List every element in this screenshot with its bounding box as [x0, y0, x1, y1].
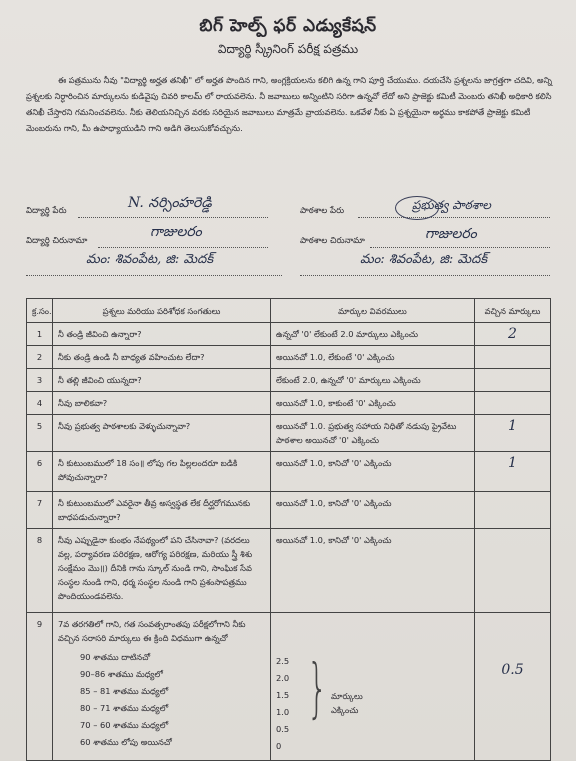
percentage-band: 70 – 60 శాతము మధ్యలో [80, 720, 169, 730]
mandal-left-value[interactable]: మం: శివంపేట, జి: మెదక్ [86, 252, 214, 267]
row-number: 9 [27, 613, 53, 761]
band-mark: 0 [276, 741, 282, 751]
student-name-value[interactable]: N. నర్సింహరెడ్డి [128, 195, 212, 211]
student-address-label: విద్యార్థి చిరునామా [26, 236, 88, 246]
row-number: 8 [27, 529, 53, 613]
table-row [27, 415, 551, 452]
row-marks-rule: ఉన్నచో '0' లేకుంటే 2.0 మార్కులు ఎక్కించు [271, 323, 475, 346]
row-score[interactable]: 2 [475, 323, 551, 346]
school-address-label: పాఠశాల చిరునామా [300, 236, 365, 246]
header-question: ప్రశ్నలు మరియు పరిశోధక సంగతులు [53, 299, 271, 323]
school-address-value[interactable]: గాజులరం [425, 226, 477, 242]
row-score[interactable]: 1 [475, 452, 551, 492]
row-number: 4 [27, 392, 53, 415]
table-header-row [27, 299, 551, 323]
row-question-text: 7వ తరగతిలో గాని, గత సంవత్సరాంతపు పరీక్షలోగాని నీకు వచ్చిన సరాసరి మార్కులు ఈ క్రింది విధముగా ఉన్నచో [58, 619, 246, 643]
percentage-band: 85 – 81 శాతము మధ్యలో [80, 686, 169, 696]
percentage-band-list [80, 649, 265, 751]
row-question: నీకు తండ్రి ఉండి నీ బాధ్యత వహించుట లేదా? [53, 346, 271, 369]
school-name-label: పాఠశాల పేరు [300, 206, 345, 216]
row-marks-rule: లేకుంటే 2.0, ఉన్నచో '0' మార్కులు ఎక్కించు [271, 369, 475, 392]
row-score[interactable]: 0.5 [475, 613, 551, 761]
band-mark: 1.0 [276, 707, 290, 717]
table-row [27, 613, 551, 761]
row-score[interactable] [475, 492, 551, 529]
row-number: 6 [27, 452, 53, 492]
student-name-label: విద్యార్థి పేరు [26, 206, 67, 216]
percentage-band: 60 శాతము లోపు అయినచో [80, 737, 172, 747]
student-address-value[interactable]: గాజులరం [150, 224, 202, 240]
page-subtitle: విద్యార్థి స్క్రీనింగ్ పరీక్ష పత్రము [217, 42, 359, 56]
row-number: 5 [27, 415, 53, 452]
row-marks-rule: అయినచో 1.0, లేకుంటే '0' ఎక్కించు [271, 346, 475, 369]
row-marks-rule: అయినచో 1.0. ప్రభుత్వ సహాయ నిధితో నడుపు ప్రైవేటు పాఠశాల అయినచో '0' ఎక్కించు [271, 415, 475, 452]
table-row [27, 492, 551, 529]
school-address-line [370, 246, 550, 248]
header-marks-details: మార్కుల వివరములు [271, 299, 475, 323]
student-name-line [78, 216, 268, 218]
row-score[interactable] [475, 392, 551, 415]
right-brace-icon: } [307, 652, 328, 726]
school-name-value[interactable]: ప్రభుత్వ పాఠశాల [412, 198, 491, 212]
table-row [27, 346, 551, 369]
row-score[interactable] [475, 346, 551, 369]
mandal-left-line [26, 274, 282, 276]
mandal-right-value[interactable]: మం: శివంపేట, జి: మెదక్ [360, 252, 488, 267]
student-address-line [98, 246, 268, 248]
header-marks-obtained: వచ్చిన మార్కులు [475, 299, 551, 323]
row-score[interactable]: 1 [475, 415, 551, 452]
header-sno: క్ర.సం. [27, 299, 53, 323]
row-marks-rule: అయినచో 1.0, కానిచో '0' ఎక్కించు [271, 529, 475, 613]
percentage-band: 90 శాతము దాటినచో [80, 652, 151, 662]
row-number: 7 [27, 492, 53, 529]
table-row [27, 452, 551, 492]
instructions-paragraph: ఈ పత్రమును నీవు "విద్యార్థి అర్హత తనిఖీ" లో అర్హత పొందిన గాని, అంగ్లక్రియలను కలిగి ఉన్న గాని పూర్తి చేయుము. దయచేసి ప్రశ్నలను జాగ్రత్తగా చదివి, అన్ని ప్రశ్నలకు నిర్ధారించిన మార్కులను కుడివైపు చివరి కాలమ్ లో రాయవలెను. నీ జవాబులు అన్నింటిని సరిగా ఉన్నవో లేదో అని ప్రాజెక్టు కమిటీ మెంబరు తనిఖీ అధికారి కలిసి తనిఖీ చేస్తారని గమనించవలెను. నీకు తెలియనిచ్చిన వరకు సరియైన జవాబులు మాత్రమే వ్రాయవలెను. ఒకవేళ నీకు ఏ ప్రశ్నయైనా అర్థము కాకపోతే ప్రాజెక్టు కమిటీ మెంబరును గాని, మీ ఉపాధ్యాయుడిని గాని అడిగి తెలుసుకోవచ్చును. [26, 75, 553, 133]
row-question: నీవు బాలికవా? [53, 392, 271, 415]
brace-label: మార్కులు ఎక్కించు [331, 691, 363, 715]
row-marks-rule: అయినచో 1.0, కానిచో '0' ఎక్కించు [271, 492, 475, 529]
row-marks-rule: అయినచో 1.0, కానిచో '0' ఎక్కించు [271, 452, 475, 492]
row-score[interactable] [475, 529, 551, 613]
row-number: 1 [27, 323, 53, 346]
row-question: నీ తల్లి జీవించి యున్నదా? [53, 369, 271, 392]
row-question: నీవు ఎప్పుడైనా కుంభం నేపథ్యంలో పని చేసినావా? (వరదలు వల్ల, పర్యావరణ పరిరక్షణ, ఆరోగ్య పరిరక్షణ, మరియు స్త్రీ శిశు సంక్షేమం మొ॥) దీనికి గాను స్కూల్ నుండి గాని, సాంఘిక సేవ సంస్థల నుండి గాని, ధర్మ సంస్థల నుండి గాని ప్రశంసాపత్రము పొందియుండవలెను. [53, 529, 271, 613]
row-number: 2 [27, 346, 53, 369]
band-mark: 2.0 [276, 673, 290, 683]
row-question: నీవు ప్రభుత్వ పాఠశాలకు వెళ్ళుచున్నావా? [53, 415, 271, 452]
row-question: నీ కుటుంబములో ఎవరైనా తీవ్ర అస్వస్థత లేక దీర్ఘరోగమునకు బాధపడుచున్నారా? [53, 492, 271, 529]
school-name-line [358, 216, 550, 218]
percentage-band: 80 – 71 శాతము మధ్యలో [80, 703, 169, 713]
row-number: 3 [27, 369, 53, 392]
table-row [27, 369, 551, 392]
table-row [27, 529, 551, 613]
page-title: బిగ్ హెల్ప్ ఫర్ ఎడ్యుకేషన్ [199, 16, 377, 36]
row-question: నీ కుటుంబములో 18 సం॥ లోపు గల పిల్లలందరూ బడికి పోవుచున్నారా? [53, 452, 271, 492]
row-question [53, 613, 271, 761]
percentage-band: 90–86 శాతము మధ్యలో [80, 669, 163, 679]
screening-table [26, 298, 551, 761]
band-mark: 2.5 [276, 656, 290, 666]
row-score[interactable] [475, 369, 551, 392]
mandal-right-line [300, 274, 550, 276]
row-question: నీ తండ్రి జీవించి ఉన్నారా? [53, 323, 271, 346]
band-mark: 1.5 [276, 690, 290, 700]
band-mark: 0.5 [276, 724, 290, 734]
table-row [27, 323, 551, 346]
row-marks-rule [271, 613, 475, 761]
row-marks-rule: అయినచో 1.0, కాకుంటే '0' ఎక్కించు [271, 392, 475, 415]
table-row [27, 392, 551, 415]
